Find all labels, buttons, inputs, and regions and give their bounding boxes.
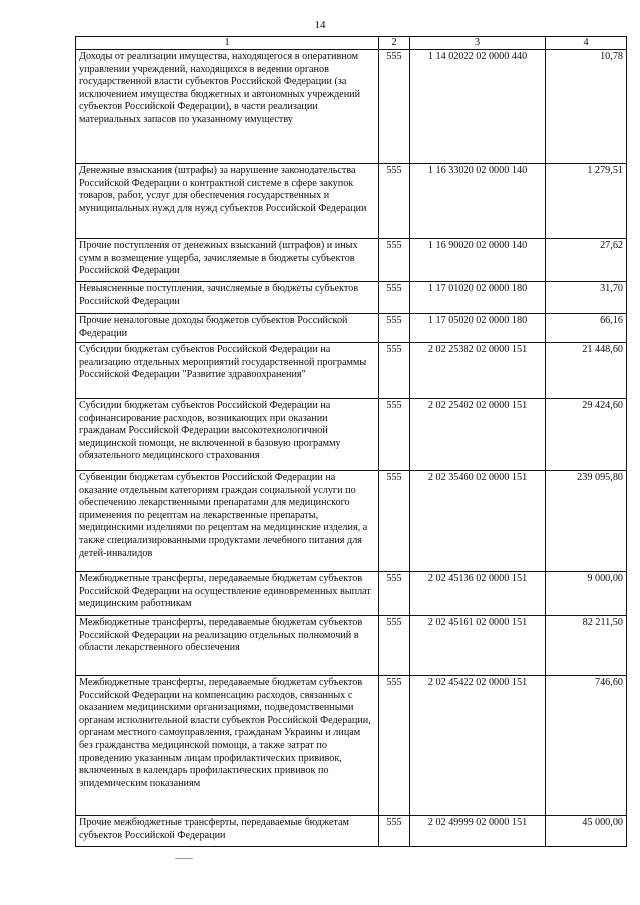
page-number: 14 xyxy=(314,19,326,31)
row-budget-code: 1 16 90020 02 0000 140 xyxy=(410,239,546,282)
row-budget-code: 2 02 49999 02 0000 151 xyxy=(410,816,546,847)
row-amount: 31,70 xyxy=(546,282,627,314)
row-description: Прочие межбюджетные трансферты, передаваемые бюджетам субъектов Российской Федерации xyxy=(76,816,379,847)
row-amount: 239 095,80 xyxy=(546,471,627,572)
table-row xyxy=(76,616,627,676)
row-admin-code: 555 xyxy=(379,314,410,343)
row-description: Прочие поступления от денежных взысканий (штрафов) и иных сумм в возмещение ущерба, зачисляемые в бюджеты субъектов Российской Федерации xyxy=(76,239,379,282)
table-row xyxy=(76,816,627,847)
row-description: Межбюджетные трансферты, передаваемые бюджетам субъектов Российской Федерации на осуществление единовременных выплат медицинским работникам xyxy=(76,572,379,616)
row-description: Межбюджетные трансферты, передаваемые бюджетам субъектов Российской Федерации на компенсацию расходов, связанных с оказанием медицинскими организациями, подведомственными органам исполнительной власти субъектов Российской Федерации, органам местного самоуправления, гражданам Украины и лицам без гражданства медицинской помощи, а также затрат по проведению указанным лицам профилактических прививок, включенных в календарь профилактических прививок по эпидемическим показаниям xyxy=(76,676,379,816)
row-budget-code: 2 02 45422 02 0000 151 xyxy=(410,676,546,816)
row-admin-code: 555 xyxy=(379,471,410,572)
budget-table xyxy=(75,36,627,847)
table-row xyxy=(76,471,627,572)
table-row xyxy=(76,50,627,164)
row-description: Субсидии бюджетам субъектов Российской Федерации на софинансирование расходов, возникающих при оказании гражданам Российской Федерации высокотехнологичной медицинской помощи, не включенной в базовую программу обязательного медицинского страхования xyxy=(76,399,379,471)
row-description: Межбюджетные трансферты, передаваемые бюджетам субъектов Российской Федерации на реализацию отдельных полномочий в области лекарственного обеспечения xyxy=(76,616,379,676)
row-budget-code: 1 16 33020 02 0000 140 xyxy=(410,164,546,239)
table-row xyxy=(76,343,627,399)
row-admin-code: 555 xyxy=(379,399,410,471)
column-header: 4 xyxy=(546,37,627,50)
row-budget-code: 2 02 35460 02 0000 151 xyxy=(410,471,546,572)
column-header: 3 xyxy=(410,37,546,50)
row-admin-code: 555 xyxy=(379,616,410,676)
row-description: Денежные взыскания (штрафы) за нарушение законодательства Российской Федерации о контрактной системе в сфере закупок товаров, работ, услуг для обеспечения государственных и муниципальных нужд для нужд субъектов Российской Федерации xyxy=(76,164,379,239)
row-budget-code: 2 02 45161 02 0000 151 xyxy=(410,616,546,676)
row-amount: 82 211,50 xyxy=(546,616,627,676)
row-admin-code: 555 xyxy=(379,676,410,816)
row-amount: 21 448,60 xyxy=(546,343,627,399)
row-budget-code: 2 02 45136 02 0000 151 xyxy=(410,572,546,616)
row-amount: 66,16 xyxy=(546,314,627,343)
table-row xyxy=(76,239,627,282)
row-amount: 45 000,00 xyxy=(546,816,627,847)
row-admin-code: 555 xyxy=(379,816,410,847)
table-row xyxy=(76,314,627,343)
table-row xyxy=(76,282,627,314)
row-admin-code: 555 xyxy=(379,572,410,616)
row-amount: 746,60 xyxy=(546,676,627,816)
row-description: Субсидии бюджетам субъектов Российской Федерации на реализацию отдельных мероприятий государственной программы Российской Федерации "Развитие здравоохранения" xyxy=(76,343,379,399)
row-admin-code: 555 xyxy=(379,343,410,399)
row-description: Прочие неналоговые доходы бюджетов субъектов Российской Федерации xyxy=(76,314,379,343)
row-budget-code: 2 02 25402 02 0000 151 xyxy=(410,399,546,471)
table-header-row xyxy=(76,37,627,50)
row-admin-code: 555 xyxy=(379,164,410,239)
row-budget-code: 2 02 25382 02 0000 151 xyxy=(410,343,546,399)
row-admin-code: 555 xyxy=(379,239,410,282)
row-budget-code: 1 17 01020 02 0000 180 xyxy=(410,282,546,314)
row-budget-code: 1 14 02022 02 0000 440 xyxy=(410,50,546,164)
row-amount: 10,78 xyxy=(546,50,627,164)
row-amount: 9 000,00 xyxy=(546,572,627,616)
row-amount: 1 279,51 xyxy=(546,164,627,239)
row-description: Невыясненные поступления, зачисляемые в бюджеты субъектов Российской Федерации xyxy=(76,282,379,314)
row-budget-code: 1 17 05020 02 0000 180 xyxy=(410,314,546,343)
column-header: 2 xyxy=(379,37,410,50)
table-row xyxy=(76,676,627,816)
table-row xyxy=(76,399,627,471)
table-row xyxy=(76,572,627,616)
row-description: Субвенции бюджетам субъектов Российской Федерации на оказание отдельным категориям граждан социальной услуги по обеспечению лекарственными препаратами для медицинского применения по рецептам на лекарственные препараты, медицинскими изделиями по рецептам на медицинские изделия, а также специализированными продуктами лечебного питания для детей-инвалидов xyxy=(76,471,379,572)
column-header: 1 xyxy=(76,37,379,50)
row-admin-code: 555 xyxy=(379,282,410,314)
scan-mark xyxy=(175,858,193,859)
row-description: Доходы от реализации имущества, находящегося в оперативном управлении учреждений, находящихся в ведении органов государственной власти субъектов Российской Федерации (за исключением имущества бюджетных и автономных учреждений субъектов Российской Федерации), в части реализации материальных запасов по указанному имуществу xyxy=(76,50,379,164)
row-amount: 27,62 xyxy=(546,239,627,282)
row-amount: 29 424,60 xyxy=(546,399,627,471)
row-admin-code: 555 xyxy=(379,50,410,164)
table-row xyxy=(76,164,627,239)
